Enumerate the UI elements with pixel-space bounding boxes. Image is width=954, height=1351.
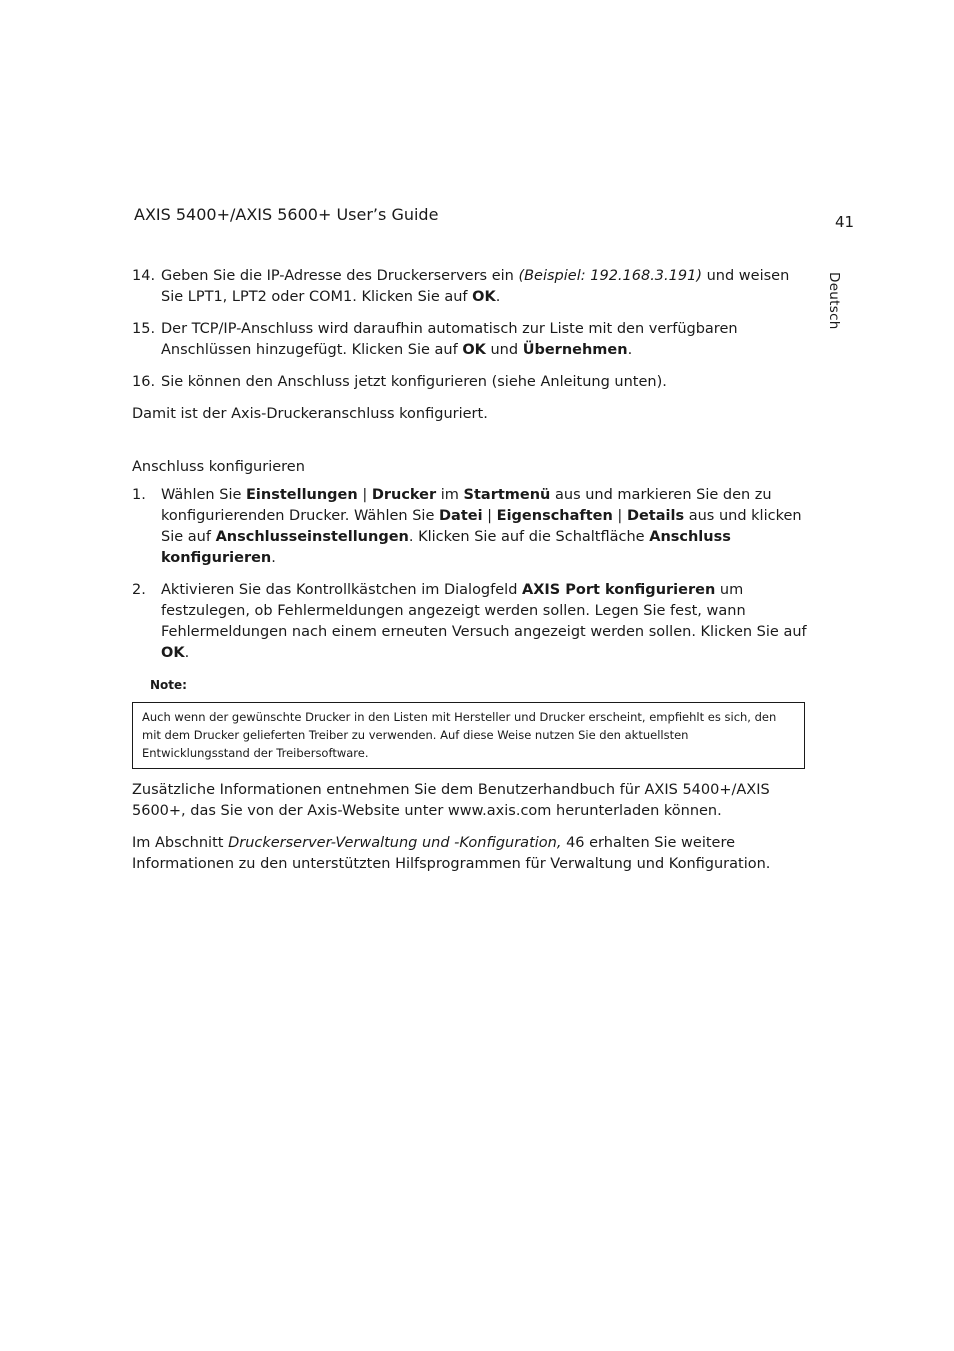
step-number: 15. <box>132 321 156 337</box>
info-paragraph: Zusätzliche Informationen entnehmen Sie dem Benutzerhandbuch für AXIS 5400+/AXIS 5600+, das Sie von der Axis-Website unter www.axis.com herunterladen können. <box>132 782 770 819</box>
apply-label: Übernehmen <box>522 342 628 358</box>
step-number: 14. <box>132 268 156 284</box>
ok-label: OK <box>161 645 185 661</box>
separator: | <box>482 508 497 524</box>
note-box: Auch wenn der gewünschte Drucker in den Listen mit Hersteller und Drucker erscheint, empfiehlt es sich, den mit dem Drucker gelieferten Treiber zu verwenden. Auf diese Weise nutzen Sie den aktuellsten Entwicklungsstand der Treibersoftware. <box>132 702 805 769</box>
step-text: und weisen Sie LPT1, LPT2 oder COM1. Klicken Sie auf <box>161 268 790 305</box>
reference-paragraph <box>132 833 807 875</box>
step-text: . <box>271 550 276 566</box>
step-text: . Klicken Sie auf die Schaltfläche <box>408 529 650 545</box>
config-step-1 <box>132 485 807 569</box>
step-text: aus und klicken Sie auf <box>161 508 802 545</box>
page-number: 41 <box>835 213 855 231</box>
ok-label: OK <box>462 342 486 358</box>
note-label: Note: <box>150 678 187 692</box>
step-text: und <box>485 342 523 358</box>
step-text: aus und markieren Sie den zu konfigurierenden Drucker. Wählen Sie <box>161 487 772 524</box>
step-text: Geben Sie die IP-Adresse des Druckerservers ein <box>161 268 519 284</box>
step-14 <box>132 266 807 308</box>
header-title: AXIS 5400+/AXIS 5600+ User’s Guide <box>134 205 439 224</box>
step-number: 2. <box>132 582 146 598</box>
summary-paragraph: Damit ist der Axis-Druckeranschluss konfiguriert. <box>132 406 488 422</box>
printer-label: Drucker <box>371 487 437 503</box>
ip-example: (Beispiel: 192.168.3.191) <box>518 268 702 284</box>
config-step-2 <box>132 580 807 664</box>
separator: | <box>612 508 627 524</box>
step-text: . <box>627 342 633 358</box>
start-menu-label: Startmenü <box>463 487 551 503</box>
settings-label: Einstellungen <box>246 487 358 503</box>
step-text: im <box>436 487 464 503</box>
page-content <box>132 266 807 886</box>
section-reference: Druckerserver-Verwaltung und -Konfiguration, <box>228 835 562 851</box>
port-settings-label: Anschlusseinstellungen <box>215 529 409 545</box>
step-text: Aktivieren Sie das Kontrollkästchen im Dialogfeld <box>161 582 523 598</box>
step-16 <box>132 372 807 393</box>
section-heading: Anschluss konfigurieren <box>132 459 305 475</box>
ref-text: 46 erhalten Sie weitere Informationen zu den unterstützten Hilfsprogrammen für Verwaltung und Konfiguration. <box>132 835 771 872</box>
step-text: um festzulegen, ob Fehlermeldungen angezeigt werden sollen. Legen Sie fest, wann Fehlermeldungen nach einem erneuten Versuch angezeigt werden sollen. Klicken Sie auf <box>161 582 807 640</box>
details-label: Details <box>626 508 685 524</box>
step-number: 16. <box>132 374 156 390</box>
step-number: 1. <box>132 487 146 503</box>
step-text: . <box>495 289 501 305</box>
ref-text: Im Abschnitt <box>132 835 229 851</box>
language-side-tab: Deutsch <box>826 272 842 330</box>
file-label: Datei <box>439 508 483 524</box>
separator: | <box>357 487 372 503</box>
step-text: Sie können den Anschluss jetzt konfigurieren (siehe Anleitung unten). <box>161 374 667 390</box>
ok-label: OK <box>472 289 496 305</box>
step-text: Wählen Sie <box>161 487 246 503</box>
step-text: Der TCP/IP-Anschluss wird daraufhin automatisch zur Liste mit den verfügbaren Anschlüssen hinzugefügt. Klicken Sie auf <box>161 321 738 358</box>
configure-port-label: Anschluss konfigurieren <box>161 529 731 566</box>
properties-label: Eigenschaften <box>496 508 613 524</box>
step-15 <box>132 319 807 361</box>
axis-port-dialog-label: AXIS Port konfigurieren <box>522 582 716 598</box>
step-text: . <box>184 645 190 661</box>
